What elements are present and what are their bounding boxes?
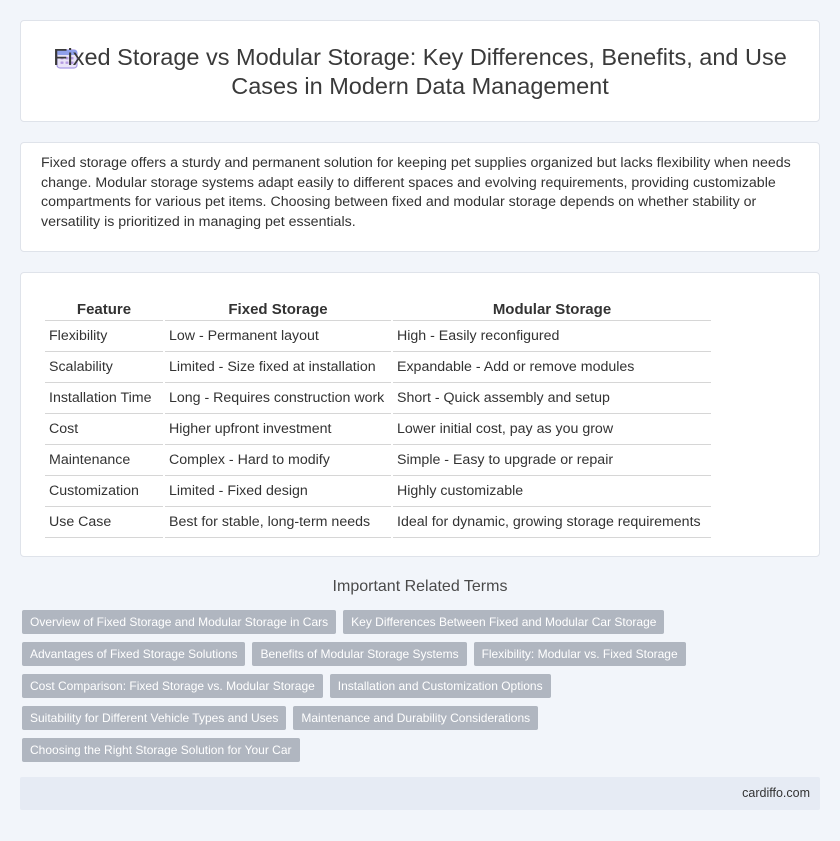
table-row: [45, 321, 711, 352]
table-cell: Simple - Easy to upgrade or repair: [393, 445, 711, 476]
table-cell: Best for stable, long-term needs: [165, 507, 391, 538]
table-cell: Long - Requires construction work: [165, 383, 391, 414]
table-cell: Installation Time: [45, 383, 163, 414]
related-term-link[interactable]: Overview of Fixed Storage and Modular Storage in Cars: [22, 610, 336, 634]
table-cell: Cost: [45, 414, 163, 445]
table-row: [45, 414, 711, 445]
related-terms-heading: Important Related Terms: [332, 578, 508, 595]
table-cell: Short - Quick assembly and setup: [393, 383, 711, 414]
related-term-link[interactable]: Choosing the Right Storage Solution for Your Car: [22, 738, 300, 762]
related-term-link[interactable]: Maintenance and Durability Considerations: [293, 706, 538, 730]
table-cell: Limited - Fixed design: [165, 476, 391, 507]
table-cell: Limited - Size fixed at installation: [165, 352, 391, 383]
header-feature: Feature: [45, 295, 163, 321]
header-modular-storage: Modular Storage: [393, 295, 711, 321]
header-fixed-storage: Fixed Storage: [165, 295, 391, 321]
related-terms-list: [22, 610, 722, 770]
table-header-row: [45, 295, 711, 321]
related-term-link[interactable]: Flexibility: Modular vs. Fixed Storage: [474, 642, 686, 666]
table-cell: Flexibility: [45, 321, 163, 352]
title-card: [20, 20, 820, 122]
page-title: Fixed Storage vs Modular Storage: Key Differences, Benefits, and Use Cases in Modern Data Management: [53, 44, 787, 99]
table-cell: Higher upfront investment: [165, 414, 391, 445]
footer-site-link[interactable]: cardiffo.com: [742, 786, 810, 800]
table-row: [45, 507, 711, 538]
intro-card: [20, 142, 820, 252]
table-cell: Scalability: [45, 352, 163, 383]
table-cell: High - Easily reconfigured: [393, 321, 711, 352]
table-row: [45, 476, 711, 507]
table-cell: Lower initial cost, pay as you grow: [393, 414, 711, 445]
table-cell: Complex - Hard to modify: [165, 445, 391, 476]
table-row: [45, 383, 711, 414]
related-term-link[interactable]: Advantages of Fixed Storage Solutions: [22, 642, 245, 666]
related-term-link[interactable]: Key Differences Between Fixed and Modular Car Storage: [343, 610, 664, 634]
table-row: [45, 352, 711, 383]
related-term-link[interactable]: Benefits of Modular Storage Systems: [252, 642, 466, 666]
table-row: [45, 445, 711, 476]
table-cell: Ideal for dynamic, growing storage requirements: [393, 507, 711, 538]
related-term-link[interactable]: Suitability for Different Vehicle Types and Uses: [22, 706, 286, 730]
table-cell: Highly customizable: [393, 476, 711, 507]
table-cell: Low - Permanent layout: [165, 321, 391, 352]
table-cell: Customization: [45, 476, 163, 507]
intro-paragraph: Fixed storage offers a sturdy and permanent solution for keeping pet supplies organized but lacks flexibility when needs change. Modular storage systems adapt easily to different spaces and evolving requirements, providing customizable compartments for various pet items. Choosing between fixed and modular storage depends on whether stability or versatility is prioritized in managing pet essentials.: [41, 155, 791, 230]
table-cell: Expandable - Add or remove modules: [393, 352, 711, 383]
related-term-link[interactable]: Installation and Customization Options: [330, 674, 551, 698]
table-cell: Maintenance: [45, 445, 163, 476]
comparison-table: [43, 295, 713, 538]
comparison-table-card: [20, 272, 820, 557]
footer: [20, 777, 820, 810]
related-term-link[interactable]: Cost Comparison: Fixed Storage vs. Modular Storage: [22, 674, 323, 698]
table-cell: Use Case: [45, 507, 163, 538]
